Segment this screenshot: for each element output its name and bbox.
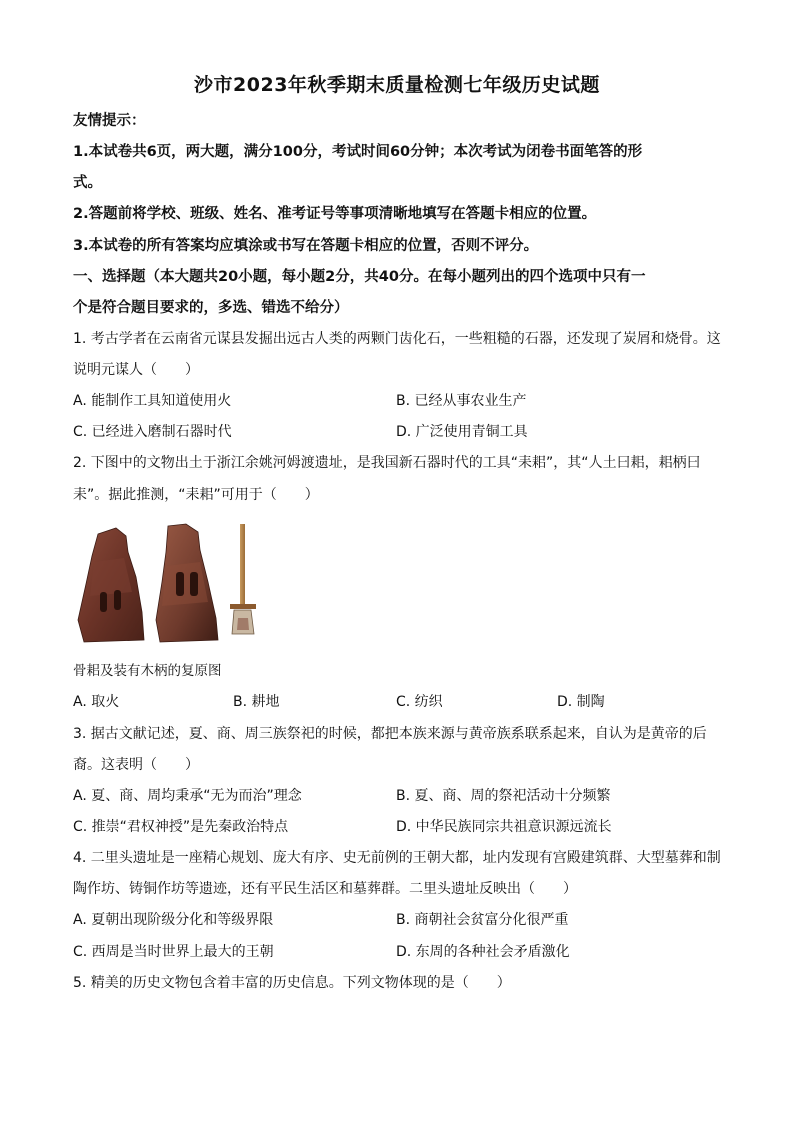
bone-spade-figure	[76, 522, 266, 647]
question-3-stem-cont: 裔。这表明（ ）	[73, 757, 199, 773]
question-1-option-a: A. 能制作工具知道使用火	[73, 393, 232, 409]
question-2-stem: 2. 下图中的文物出土于浙江余姚河姆渡遗址，是我国新石器时代的工具“耒耜”，其“人土曰耜，耜柄曰	[73, 455, 701, 471]
notice-heading: 友情提示：	[73, 113, 146, 129]
question-2-option-c: C. 纺织	[396, 694, 443, 710]
question-1-option-b: B. 已经从事农业生产	[396, 393, 527, 409]
question-1-option-c: C. 已经进入磨制石器时代	[73, 424, 232, 440]
figure-caption: 骨耜及装有木柄的复原图	[73, 663, 222, 679]
question-2-option-d: D. 制陶	[557, 694, 605, 710]
question-5-stem: 5. 精美的历史文物包含着丰富的历史信息。下列文物体现的是（ ）	[73, 975, 511, 991]
question-1-option-d: D. 广泛使用青铜工具	[396, 424, 528, 440]
question-4-stem-cont: 陶作坊、铸铜作坊等遗迹，还有平民生活区和墓葬群。二里头遗址反映出（ ）	[73, 881, 577, 897]
question-2-option-a: A. 取火	[73, 694, 120, 710]
question-3-stem: 3. 据古文献记述，夏、商、周三族祭祀的时候，都把本族来源与黄帝族系联系起来，自认为是黄帝的后	[73, 726, 707, 742]
section-heading-cont: 个是符合题目要求的，多选、错选不给分）	[73, 300, 349, 316]
notice-item: 2.答题前将学校、班级、姓名、准考证号等事项清晰地填写在答题卡相应的位置。	[73, 206, 597, 222]
notice-item: 1.本试卷共6页，两大题，满分100分，考试时间60分钟；本次考试为闭卷书面笔答的形	[73, 144, 643, 160]
question-3-option-a: A. 夏、商、周均秉承“无为而治”理念	[73, 788, 302, 804]
question-3-option-d: D. 中华民族同宗共祖意识源远流长	[396, 819, 612, 835]
question-3-option-c: C. 推崇“君权神授”是先秦政治特点	[73, 819, 289, 835]
exam-title: 沙市2023年秋季期末质量检测七年级历史试题	[194, 74, 600, 96]
question-4-option-b: B. 商朝社会贫富分化很严重	[396, 912, 569, 928]
notice-item: 3.本试卷的所有答案均应填涂或书写在答题卡相应的位置，否则不评分。	[73, 238, 539, 254]
question-4-option-a: A. 夏朝出现阶级分化和等级界限	[73, 912, 274, 928]
question-2-option-b: B. 耕地	[233, 694, 280, 710]
question-3-option-b: B. 夏、商、周的祭祀活动十分频繁	[396, 788, 611, 804]
question-4-option-d: D. 东周的各种社会矛盾激化	[396, 944, 570, 960]
question-4-option-c: C. 西周是当时世界上最大的王朝	[73, 944, 274, 960]
question-2-stem-cont: 耒”。据此推测，“耒耜”可用于（ ）	[73, 487, 319, 503]
question-4-stem: 4. 二里头遗址是一座精心规划、庞大有序、史无前例的王朝大都，址内发现有宫殿建筑群、大型墓葬和制	[73, 850, 721, 866]
section-heading: 一、选择题（本大题共20小题，每小题2分，共40分。在每小题列出的四个选项中只有一	[73, 269, 646, 285]
question-1-stem: 1. 考古学者在云南省元谋县发掘出远古人类的两颗门齿化石，一些粗糙的石器，还发现了炭屑和烧骨。这	[73, 331, 721, 347]
notice-item: 式。	[73, 175, 102, 191]
question-1-stem-cont: 说明元谋人（ ）	[73, 362, 199, 378]
